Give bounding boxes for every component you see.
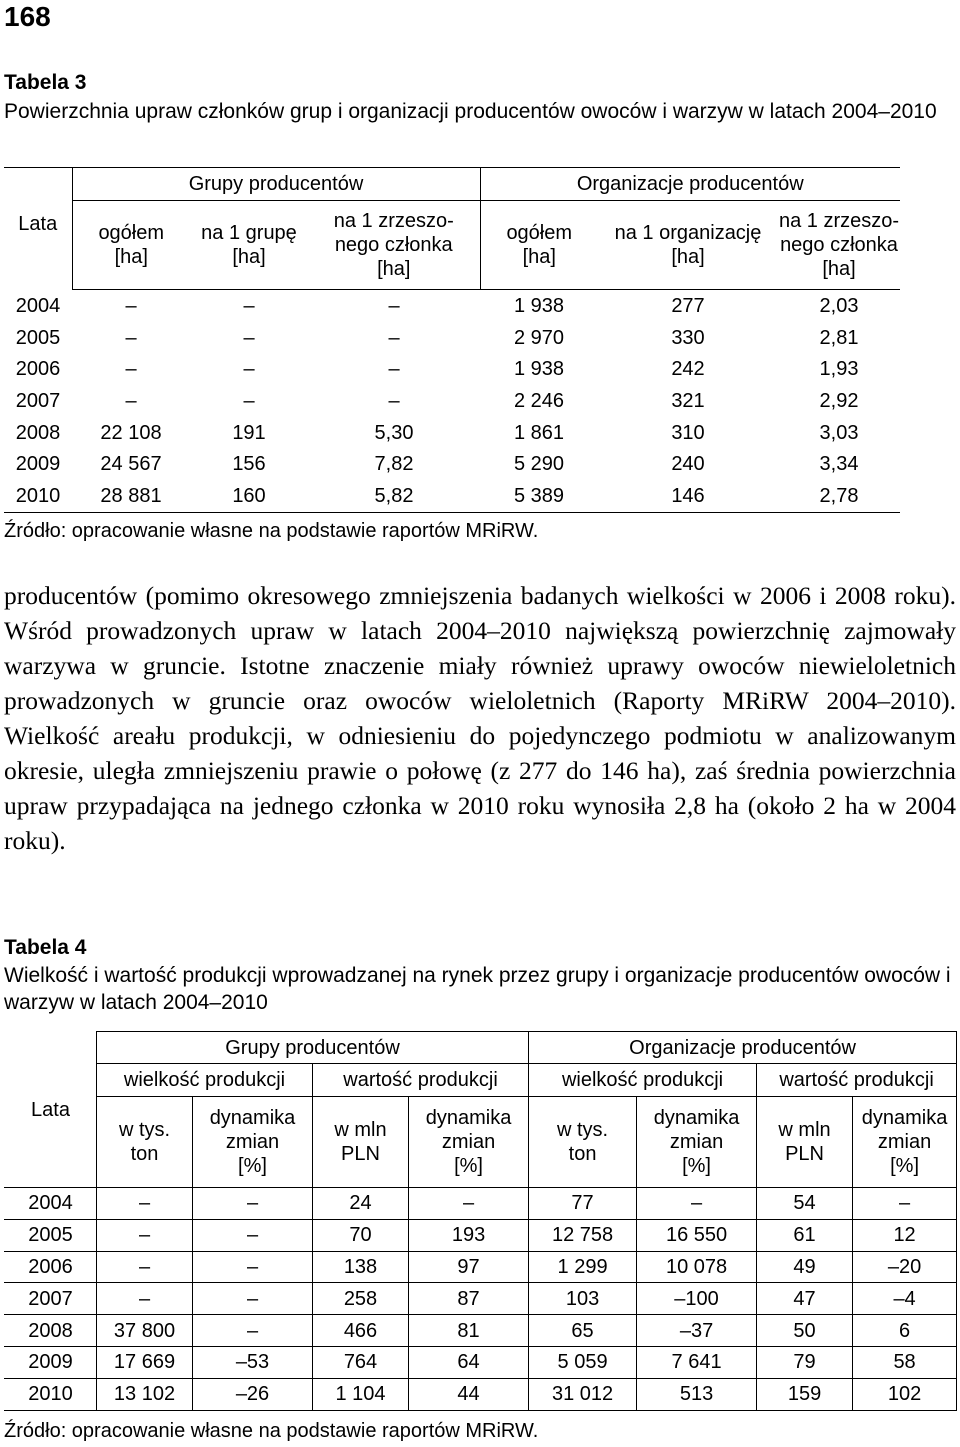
table4-header-grupy-w-mln-pln: w mln PLN — [313, 1097, 409, 1188]
value-cell: 3,34 — [819, 453, 859, 476]
table4-header-organizacje-dynamika-wartosci: dynamika zmian [%] — [853, 1097, 957, 1188]
value-cell: 31 012 — [529, 1378, 637, 1410]
year-cell: 2005 — [15, 326, 61, 349]
table3-header-grupy-na-czlonka: na 1 zrzeszo- nego członka [ha] — [308, 201, 480, 290]
year-cell: 2010 — [4, 480, 72, 512]
year-cell: 2005 — [5, 1219, 97, 1251]
value-cell: –53 — [193, 1346, 313, 1378]
page-number: 168 — [4, 1, 51, 32]
value-cell: – — [193, 1283, 313, 1315]
value-cell: 1 938 — [513, 358, 565, 381]
table3 — [4, 167, 900, 513]
value-cell: 16 550 — [637, 1219, 757, 1251]
value-cell: 37 800 — [97, 1315, 193, 1347]
table-row — [4, 448, 900, 480]
table-row — [4, 480, 900, 512]
value-cell: – — [193, 1315, 313, 1347]
value-cell: – — [97, 1283, 193, 1315]
table-row — [5, 1378, 957, 1410]
value-cell: 242 — [671, 358, 705, 381]
table4-header-organizacje-w-mln-pln: w mln PLN — [757, 1097, 853, 1188]
table4-header-organizacje-wielkosc: wielkość produkcji — [529, 1064, 757, 1097]
year-cell: 2008 — [5, 1315, 97, 1347]
value-cell: – — [388, 358, 400, 381]
table3-title: Powierzchnia upraw członków grup i organizacji producentów owoców i warzyw w latach 2004–2010 — [4, 100, 937, 123]
table4-header-grupy: Grupy producentów — [97, 1032, 529, 1064]
value-cell: 65 — [529, 1315, 637, 1347]
value-cell: 13 102 — [97, 1378, 193, 1410]
table4-header-grupy-wielkosc: wielkość produkcji — [97, 1064, 313, 1097]
value-cell: – — [637, 1188, 757, 1220]
value-cell: 277 — [671, 294, 705, 317]
table4-header-organizacje-w-tys-ton: w tys. ton — [529, 1097, 637, 1188]
value-cell: – — [409, 1188, 529, 1220]
value-cell: –20 — [853, 1251, 957, 1283]
value-cell: 2,03 — [819, 294, 859, 317]
value-cell: – — [97, 1188, 193, 1220]
value-cell: 7,82 — [374, 453, 414, 476]
value-cell: 7 641 — [637, 1346, 757, 1378]
value-cell: – — [97, 1219, 193, 1251]
table4-header-organizacje-dynamika-wielkosci: dynamika zmian [%] — [637, 1097, 757, 1188]
table-row — [5, 1283, 957, 1315]
table-row — [5, 1315, 957, 1347]
table3-header-organizacje-ogolem: ogółem [ha] — [480, 201, 598, 290]
value-cell: 764 — [313, 1346, 409, 1378]
value-cell: 138 — [313, 1251, 409, 1283]
table-row — [4, 322, 900, 354]
value-cell: – — [388, 326, 400, 349]
value-cell: 5,30 — [374, 421, 414, 444]
value-cell: –100 — [637, 1283, 757, 1315]
value-cell: 191 — [232, 421, 266, 444]
table-row — [4, 290, 900, 322]
value-cell: – — [193, 1219, 313, 1251]
value-cell: – — [193, 1251, 313, 1283]
table4-source: Źródło: opracowanie własne na podstawie raportów MRiRW. — [4, 1420, 539, 1442]
value-cell: 44 — [409, 1378, 529, 1410]
table3-label: Tabela 3 — [4, 71, 87, 94]
year-cell: 2009 — [15, 453, 61, 476]
value-cell: 1,93 — [819, 358, 859, 381]
table4-header-grupy-dynamika-wartosci: dynamika zmian [%] — [409, 1097, 529, 1188]
value-cell: 159 — [757, 1378, 853, 1410]
value-cell: – — [243, 389, 255, 412]
value-cell: 70 — [313, 1219, 409, 1251]
value-cell: –37 — [637, 1315, 757, 1347]
table-row — [5, 1188, 957, 1220]
value-cell: 146 — [598, 480, 778, 512]
value-cell: 6 — [853, 1315, 957, 1347]
value-cell: 1 938 — [513, 294, 565, 317]
value-cell: 156 — [232, 453, 266, 476]
value-cell: 103 — [529, 1283, 637, 1315]
table3-header-grupy-ogolem: ogółem [ha] — [72, 201, 190, 290]
value-cell: – — [193, 1188, 313, 1220]
value-cell: 5,82 — [308, 480, 480, 512]
value-cell: 513 — [637, 1378, 757, 1410]
table-row — [4, 353, 900, 385]
value-cell: – — [243, 358, 255, 381]
value-cell: 24 — [313, 1188, 409, 1220]
value-cell: – — [125, 358, 137, 381]
year-cell: 2007 — [15, 389, 61, 412]
table4-header-grupy-wartosc: wartość produkcji — [313, 1064, 529, 1097]
year-cell: 2004 — [15, 294, 61, 317]
table-row — [5, 1251, 957, 1283]
value-cell: 2,81 — [819, 326, 859, 349]
value-cell: 64 — [409, 1346, 529, 1378]
value-cell: 81 — [409, 1315, 529, 1347]
value-cell: – — [125, 294, 137, 317]
value-cell: 3,03 — [819, 421, 859, 444]
table-row — [4, 417, 900, 449]
value-cell: 5 290 — [513, 453, 565, 476]
year-cell: 2006 — [5, 1251, 97, 1283]
year-cell: 2008 — [15, 421, 61, 444]
value-cell: – — [125, 389, 137, 412]
value-cell: 1 861 — [513, 421, 565, 444]
value-cell: –4 — [853, 1283, 957, 1315]
value-cell: 321 — [671, 389, 705, 412]
value-cell: 2,78 — [778, 480, 900, 512]
value-cell: – — [125, 326, 137, 349]
value-cell: 2 246 — [513, 389, 565, 412]
year-cell: 2004 — [5, 1188, 97, 1220]
value-cell: 54 — [757, 1188, 853, 1220]
value-cell: 61 — [757, 1219, 853, 1251]
value-cell: – — [388, 294, 400, 317]
value-cell: 10 078 — [637, 1251, 757, 1283]
year-cell: 2006 — [15, 358, 61, 381]
value-cell: 24 567 — [100, 453, 162, 476]
value-cell: 310 — [671, 421, 705, 444]
value-cell: 49 — [757, 1251, 853, 1283]
value-cell: 12 — [853, 1219, 957, 1251]
value-cell: 77 — [529, 1188, 637, 1220]
value-cell: 258 — [313, 1283, 409, 1315]
table4 — [4, 1031, 957, 1411]
table3-header-na-grupe: na 1 grupę [ha] — [190, 201, 308, 290]
value-cell: 2 970 — [513, 326, 565, 349]
value-cell: – — [243, 326, 255, 349]
value-cell: 58 — [853, 1346, 957, 1378]
table4-label: Tabela 4 — [4, 936, 87, 959]
value-cell: 330 — [671, 326, 705, 349]
value-cell: 5 059 — [529, 1346, 637, 1378]
table-row — [5, 1346, 957, 1378]
value-cell: –26 — [193, 1378, 313, 1410]
value-cell: 97 — [409, 1251, 529, 1283]
value-cell: 22 108 — [100, 421, 162, 444]
value-cell: 160 — [190, 480, 308, 512]
table3-source: Źródło: opracowanie własne na podstawie raportów MRiRW. — [4, 520, 539, 542]
table4-header-grupy-dynamika-wielkosci: dynamika zmian [%] — [193, 1097, 313, 1188]
table3-header-organizacje-na-czlonka: na 1 zrzeszo- nego członka [ha] — [778, 201, 900, 290]
value-cell: – — [853, 1188, 957, 1220]
table3-header-organizacje: Organizacje producentów — [480, 168, 900, 201]
value-cell: 2,92 — [819, 389, 859, 412]
table-row — [5, 1219, 957, 1251]
value-cell: 17 669 — [97, 1346, 193, 1378]
value-cell: 28 881 — [72, 480, 190, 512]
table3-header-na-organizacje: na 1 organizację [ha] — [598, 201, 778, 290]
value-cell: 12 758 — [529, 1219, 637, 1251]
year-cell: 2010 — [5, 1378, 97, 1410]
value-cell: 102 — [853, 1378, 957, 1410]
value-cell: – — [388, 389, 400, 412]
value-cell: 47 — [757, 1283, 853, 1315]
table4-header-organizacje: Organizacje producentów — [529, 1032, 957, 1064]
table-row — [4, 385, 900, 417]
table4-header-organizacje-wartosc: wartość produkcji — [757, 1064, 957, 1097]
body-paragraph: producentów (pomimo okresowego zmniejszenia badanych wielkości w 2006 i 2008 roku). Wśród prowadzonych upraw w latach 2004–2010 największą powierzchnię zajmowały warzywa w gruncie. Istotne znaczenie miały również uprawy owoców niewieloletnich prowadzonych w gruncie oraz owoców wieloletnich (Raporty MRiRW 2004–2010). Wielkość areału produkcji, w odniesieniu do pojedynczego podmiotu w analizowanym okresie, uległa zmniejszeniu prawie o połowę (z 277 do 146 ha), zaś średnia powierzchnia upraw przypadająca na jednego członka w 2010 roku wynosiła 2,8 ha (około 2 ha w 2004 roku). — [4, 581, 956, 855]
table3-header-lata: Lata — [4, 168, 72, 290]
value-cell: 1 299 — [529, 1251, 637, 1283]
value-cell: – — [243, 294, 255, 317]
value-cell: 5 389 — [480, 480, 598, 512]
table4-header-grupy-w-tys-ton: w tys. ton — [97, 1097, 193, 1188]
value-cell: 193 — [409, 1219, 529, 1251]
year-cell: 2007 — [5, 1283, 97, 1315]
table4-header-lata: Lata — [5, 1032, 97, 1188]
value-cell: 87 — [409, 1283, 529, 1315]
value-cell: – — [97, 1251, 193, 1283]
value-cell: 466 — [313, 1315, 409, 1347]
table3-header-grupy: Grupy producentów — [72, 168, 480, 201]
value-cell: 240 — [671, 453, 705, 476]
year-cell: 2009 — [5, 1346, 97, 1378]
value-cell: 50 — [757, 1315, 853, 1347]
table4-title: Wielkość i wartość produkcji wprowadzanej na rynek przez grupy i organizacje producentów owoców i warzyw w latach 2004–2010 — [4, 964, 951, 1014]
value-cell: 79 — [757, 1346, 853, 1378]
value-cell: 1 104 — [313, 1378, 409, 1410]
